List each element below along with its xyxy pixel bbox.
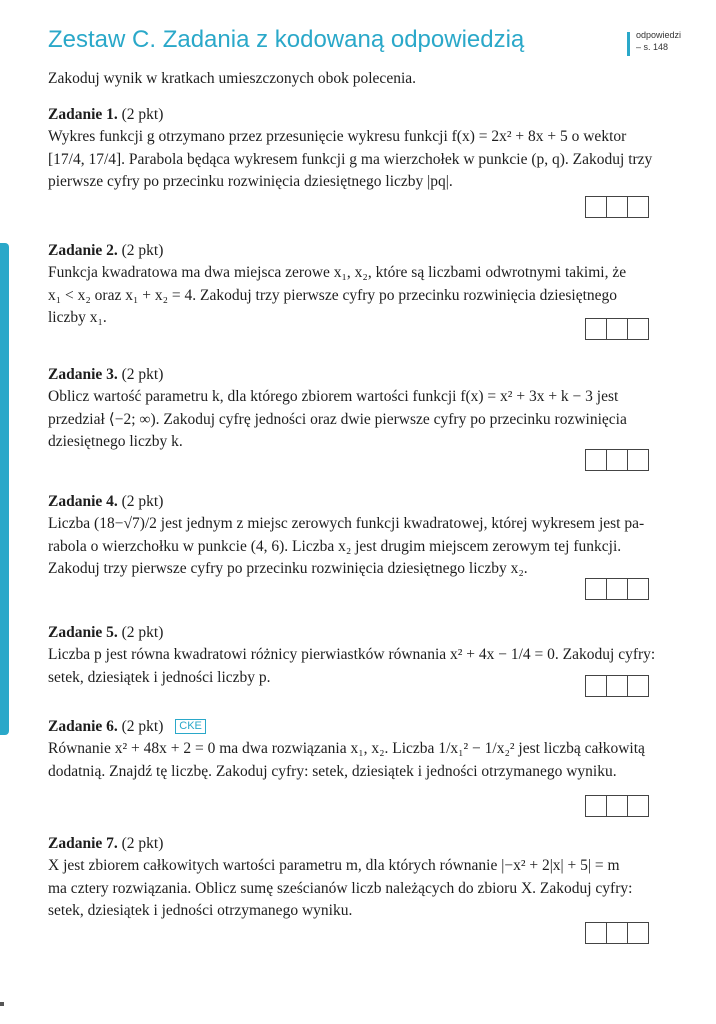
task-7 xyxy=(48,833,698,923)
answer-boxes-task-6[interactable] xyxy=(585,795,649,817)
task-points: (2 pkt) xyxy=(121,835,164,852)
answer-boxes-task-7[interactable] xyxy=(585,922,649,944)
task-line: dziesiętnego liczby k. xyxy=(48,433,183,450)
task-heading xyxy=(48,104,698,126)
answer-cell[interactable] xyxy=(627,318,649,340)
task-text xyxy=(48,855,698,923)
task-line: setek, dziesiątek i jedności otrzymanego wyniku. xyxy=(48,902,353,919)
answer-reference-marker xyxy=(627,32,630,56)
task-text xyxy=(48,386,698,454)
answer-cell[interactable] xyxy=(627,675,649,697)
task-6 xyxy=(48,716,698,783)
answer-cell[interactable] xyxy=(606,318,627,340)
task-points: (2 pkt) xyxy=(121,242,164,259)
answer-cell[interactable] xyxy=(606,196,627,218)
task-label: Zadanie 2. xyxy=(48,242,118,259)
task-heading xyxy=(48,240,698,262)
answer-boxes-task-4[interactable] xyxy=(585,578,649,600)
task-label: Zadanie 7. xyxy=(48,835,118,852)
answer-cell[interactable] xyxy=(585,196,606,218)
task-label: Zadanie 5. xyxy=(48,624,118,641)
task-heading xyxy=(48,364,698,386)
task-label: Zadanie 6. xyxy=(48,718,118,735)
task-points: (2 pkt) xyxy=(121,493,164,510)
answer-cell[interactable] xyxy=(606,795,627,817)
task-label: Zadanie 3. xyxy=(48,366,118,383)
task-label: Zadanie 4. xyxy=(48,493,118,510)
answer-boxes-task-2[interactable] xyxy=(585,318,649,340)
task-text xyxy=(48,513,698,581)
task-points: (2 pkt) xyxy=(121,366,164,383)
task-line: Funkcja kwadratowa ma dwa miejsca zerowe x₁, x₂, które są liczbami odwrotnymi takimi, że xyxy=(48,264,627,281)
task-heading xyxy=(48,833,698,855)
answer-cell[interactable] xyxy=(627,449,649,471)
answer-boxes-task-5[interactable] xyxy=(585,675,649,697)
answer-cell[interactable] xyxy=(627,196,649,218)
chapter-color-bar xyxy=(0,243,9,735)
instructions: Zakoduj wynik w kratkach umieszczonych obok polecenia. xyxy=(48,70,417,87)
cke-badge: CKE xyxy=(175,719,206,734)
task-1 xyxy=(48,104,698,194)
answer-reference-label: odpowiedzi xyxy=(636,30,682,40)
task-4 xyxy=(48,491,698,581)
task-line: Równanie x² + 48x + 2 = 0 ma dwa rozwiązania x₁, x₂. Liczba 1/x₁² − 1/x₂² jest liczbą całkowitą xyxy=(48,740,645,757)
task-heading xyxy=(48,491,698,513)
answer-cell[interactable] xyxy=(585,449,606,471)
answer-reference xyxy=(636,29,681,53)
task-text xyxy=(48,738,698,783)
answer-cell[interactable] xyxy=(627,795,649,817)
answer-cell[interactable] xyxy=(585,318,606,340)
task-line: pierwsze cyfry po przecinku rozwinięcia dziesiętnego liczby |pq|. xyxy=(48,173,453,190)
answer-boxes-task-3[interactable] xyxy=(585,449,649,471)
answer-cell[interactable] xyxy=(606,675,627,697)
answer-boxes-task-1[interactable] xyxy=(585,196,649,218)
task-heading xyxy=(48,716,698,738)
task-points: (2 pkt) xyxy=(121,624,164,641)
answer-cell[interactable] xyxy=(585,795,606,817)
task-line: [17/4, 17/4]. Parabola będąca wykresem funkcji g ma wierzchołek w punkcie (p, q). Zakoduj trzy xyxy=(48,150,653,168)
task-3 xyxy=(48,364,698,454)
task-heading xyxy=(48,622,698,644)
answer-cell[interactable] xyxy=(627,578,649,600)
page-edge-mark xyxy=(0,1002,4,1006)
task-points: (2 pkt) xyxy=(121,718,164,735)
task-line: Liczba p jest równa kwadratowi różnicy pierwiastków równania x² + 4x − 1/4 = 0. Zakoduj cyfry: xyxy=(48,646,656,663)
task-line: Oblicz wartość parametru k, dla którego zbiorem wartości funkcji f(x) = x² + 3x + k − 3 jest xyxy=(48,388,619,405)
answer-cell[interactable] xyxy=(606,578,627,600)
task-points: (2 pkt) xyxy=(121,106,164,123)
task-line: X jest zbiorem całkowitych wartości parametru m, dla których równanie |−x² + 2|x| + 5| = m xyxy=(48,857,620,874)
task-line: x₁ < x₂ oraz x₁ + x₂ = 4. Zakoduj trzy pierwsze cyfry po przecinku rozwinięcia dziesiętnego xyxy=(48,286,618,304)
task-line: liczby x₁. xyxy=(48,309,107,326)
task-label: Zadanie 1. xyxy=(48,106,118,123)
task-line: przedział ⟨−2; ∞). Zakoduj cyfrę jedności oraz dwie pierwsze cyfry po przecinku rozwinięcia xyxy=(48,410,627,428)
answer-cell[interactable] xyxy=(606,449,627,471)
task-line: setek, dziesiątek i jedności liczby p. xyxy=(48,668,271,686)
task-line: dodatnią. Znajdź tę liczbę. Zakoduj cyfry: setek, dziesiątek i jedności otrzymanego wyniku. xyxy=(48,762,617,780)
task-line: Zakoduj trzy pierwsze cyfry po przecinku rozwinięcia dziesiętnego liczby x₂. xyxy=(48,560,528,577)
task-text xyxy=(48,126,698,194)
task-line: Wykres funkcji g otrzymano przez przesunięcie wykresu funkcji f(x) = 2x² + 8x + 5 o wektor xyxy=(48,128,627,145)
task-2 xyxy=(48,240,698,330)
task-line: rabola o wierzchołku w punkcie (4, 6). Liczba x₂ jest drugim miejscem zerowym tej funkcji. xyxy=(48,537,622,555)
answer-cell[interactable] xyxy=(627,922,649,944)
page-title: Zestaw C. Zadania z kodowaną odpowiedzią xyxy=(48,26,525,53)
answer-reference-page: – s. 148 xyxy=(636,42,669,52)
answer-cell[interactable] xyxy=(585,675,606,697)
answer-cell[interactable] xyxy=(585,922,606,944)
answer-cell[interactable] xyxy=(585,578,606,600)
task-line: ma cztery rozwiązania. Oblicz sumę sześcianów liczb należących do zbioru X. Zakoduj cyfry: xyxy=(48,879,633,897)
task-line: Liczba (18−√7)/2 jest jednym z miejsc zerowych funkcji kwadratowej, której wykresem jest pa- xyxy=(48,515,645,532)
answer-cell[interactable] xyxy=(606,922,627,944)
